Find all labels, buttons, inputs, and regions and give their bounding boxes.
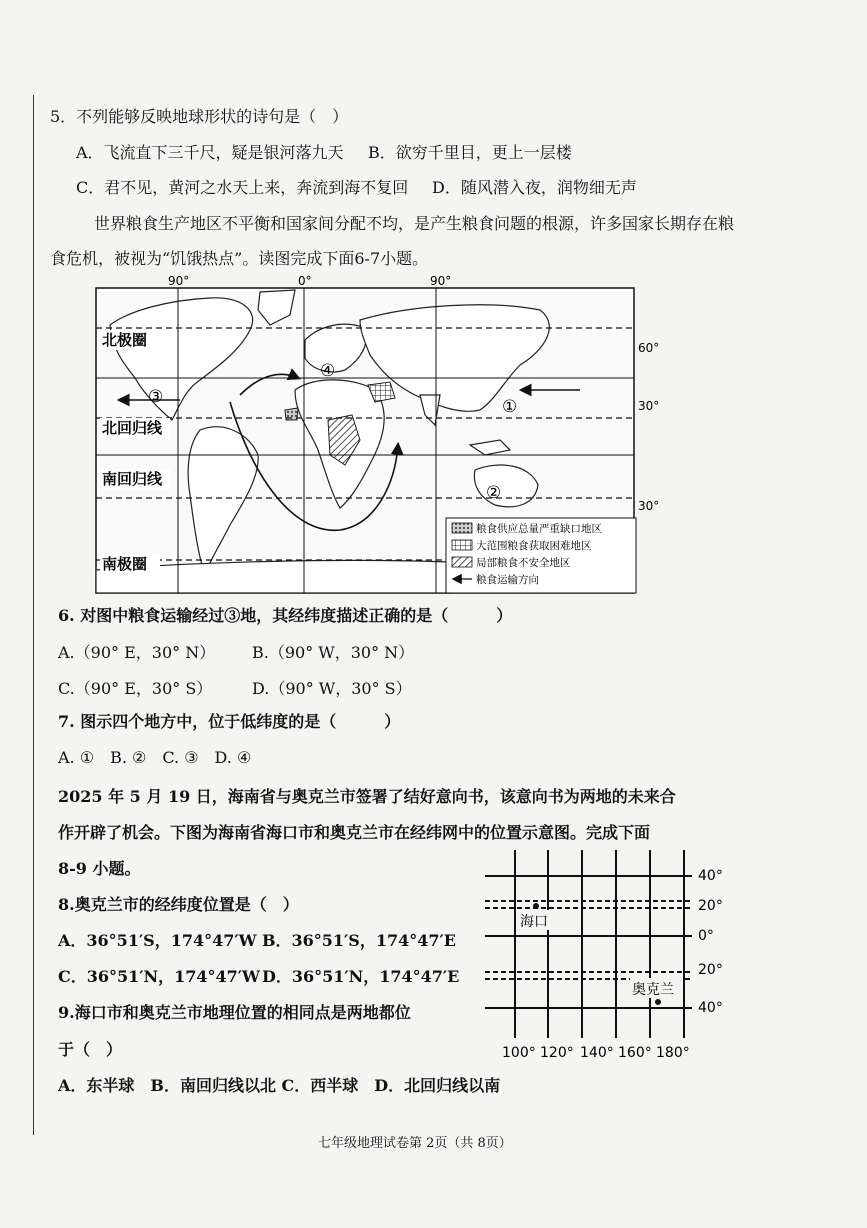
arctic-circle-label: 北极圈 (102, 331, 148, 349)
q7-stem: 7. 图示四个地方中，位于低纬度的是（ ） (58, 712, 401, 731)
svg-text:大范围粮食获取困难地区: 大范围粮食获取困难地区 (476, 540, 592, 552)
q7-options: A. ① B. ② C. ③ D. ④ (58, 748, 252, 767)
svg-text:180°: 180° (656, 1045, 690, 1061)
page-footer: 七年级地理试卷第 2页（共 8页） (318, 1136, 512, 1151)
q6-option-b: B.（90° W，30° N） (252, 643, 415, 662)
q9-options: A．东半球 B．南回归线以北 C．西半球 D．北回归线以南 (58, 1076, 501, 1095)
q5-option-a: A．飞流直下三千尺，疑是银河落九天 (76, 143, 344, 162)
marker-3: ③ (148, 387, 164, 407)
intro2-line3: 8-9 小题。 (58, 859, 141, 878)
lon-label: 90° (430, 274, 452, 288)
q9-stem-line2: 于（ ） (58, 1040, 123, 1059)
haikou-dot (533, 903, 539, 909)
svg-text:局部粮食不安全地区: 局部粮食不安全地区 (476, 557, 571, 569)
q6-option-c: C.（90° E，30° S） (58, 679, 213, 698)
q8-option-c: C．36°51′N，174°47′W (58, 967, 260, 986)
intro2-line2: 作开辟了机会。下图为海南省海口市和奥克兰市在经纬网中的位置示意图。完成下面 (58, 823, 651, 842)
latlon-grid-figure (480, 846, 750, 1066)
tropic-cancer-label: 北回归线 (102, 419, 163, 437)
q8-stem: 8.奥克兰市的经纬度位置是（ ） (58, 895, 299, 914)
intro1-line2: 食危机，被视为“饥饿热点”。读图完成下面6-7小题。 (50, 249, 429, 268)
marker-1: ① (502, 397, 518, 417)
intro1-line1: 世界粮食生产地区不平衡和国家间分配不均，是产生粮食问题的根源，许多国家长期存在粮 (94, 214, 735, 233)
q6-stem: 6. 对图中粮食运输经过③地，其经纬度描述正确的是（ ） (58, 606, 513, 625)
svg-text:120°: 120° (540, 1045, 574, 1061)
lon-label: 90° (168, 274, 190, 288)
svg-text:30°: 30° (638, 499, 660, 513)
svg-text:60°: 60° (638, 341, 660, 355)
svg-text:20°: 20° (698, 962, 723, 978)
q8-option-d: D．36°51′N，174°47′E (262, 967, 460, 986)
q6-option-d: D.（90° W，30° S） (252, 679, 412, 698)
svg-text:100°: 100° (502, 1045, 536, 1061)
auckland-label: 奥克兰 (632, 982, 674, 998)
q5-stem: 5．不列能够反映地球形状的诗句是（ ） (50, 107, 349, 126)
svg-text:0°: 0° (698, 928, 714, 944)
q5-option-c: C．君不见，黄河之水天上来，奔流到海不复回 (76, 178, 409, 197)
svg-text:40°: 40° (698, 868, 723, 884)
lon-label: 0° (298, 274, 312, 288)
svg-text:160°: 160° (618, 1045, 652, 1061)
svg-text:20°: 20° (698, 898, 723, 914)
q6-option-a: A.（90° E，30° N） (58, 643, 216, 662)
haikou-label: 海口 (520, 914, 548, 930)
q5-option-d: D．随风潜入夜，润物细无声 (432, 178, 637, 197)
intro2-line1: 2025 年 5 月 19 日，海南省与奥克兰市签署了结好意向书，该意向书为两地的未来合 (58, 787, 676, 806)
tropic-capricorn-label: 南回归线 (102, 470, 163, 488)
world-food-map (90, 270, 670, 600)
svg-text:40°: 40° (698, 1000, 723, 1016)
svg-text:粮食运输方向: 粮食运输方向 (476, 574, 539, 586)
svg-text:30°: 30° (638, 399, 660, 413)
q5-option-b: B．欲穷千里目，更上一层楼 (368, 143, 572, 162)
marker-2: ② (486, 483, 502, 503)
auckland-dot (655, 999, 661, 1005)
page-margin-line (33, 95, 34, 1135)
svg-text:140°: 140° (580, 1045, 614, 1061)
svg-text:粮食供应总量严重缺口地区: 粮食供应总量严重缺口地区 (476, 523, 602, 535)
antarctic-circle-label: 南极圈 (102, 555, 148, 573)
q8-option-a: A．36°51′S，174°47′W (58, 931, 257, 950)
marker-4: ④ (320, 361, 336, 381)
q8-option-b: B．36°51′S，174°47′E (262, 931, 456, 950)
map-legend (446, 518, 636, 593)
q9-stem-line1: 9.海口市和奥克兰市地理位置的相同点是两地都位 (58, 1003, 411, 1022)
